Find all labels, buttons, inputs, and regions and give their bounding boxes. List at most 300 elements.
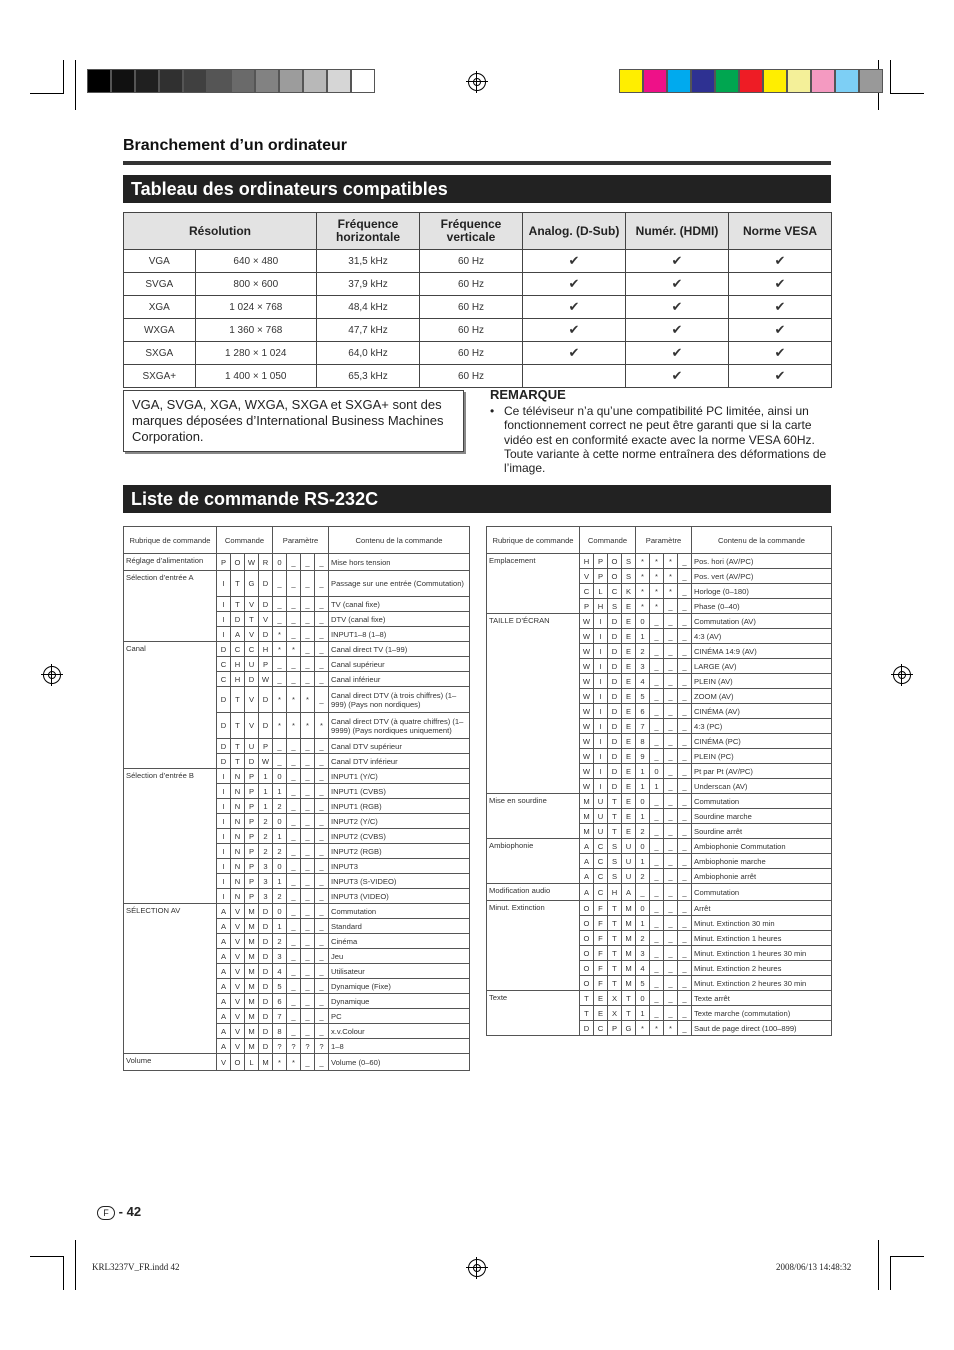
rs232-char: M [245, 934, 259, 949]
rs232-char: _ [678, 884, 692, 901]
rs232-char: _ [301, 949, 315, 964]
compat-cell-vesa: ✔ [729, 319, 832, 342]
rs232-char: H [259, 642, 273, 657]
rs232-char: _ [315, 571, 329, 597]
rs232-char: W [580, 644, 594, 659]
rs232-char: _ [273, 571, 287, 597]
rs232-char: _ [301, 919, 315, 934]
rs232-char: N [231, 844, 245, 859]
rs232-char: * [650, 554, 664, 569]
crop-mark [75, 1240, 76, 1290]
rs232-char: 1 [259, 799, 273, 814]
color-swatch [159, 69, 183, 93]
rs232-group-label: TAILLE D’ÉCRAN [487, 614, 580, 794]
rs232-char: N [231, 874, 245, 889]
rs232-char: T [245, 612, 259, 627]
rs232-char: W [580, 674, 594, 689]
rs232-char: T [231, 739, 245, 754]
compat-header: Résolution [124, 213, 317, 250]
crop-mark [878, 1240, 879, 1290]
rs232-char: _ [287, 904, 301, 919]
rs232-char: A [622, 884, 636, 901]
rs232-char: V [245, 597, 259, 612]
rs232-char: 1 [636, 1006, 650, 1021]
language-badge: F [97, 1206, 115, 1220]
footer-file: KRL3237V_FR.indd 42 [92, 1262, 180, 1272]
rs232-char: E [622, 659, 636, 674]
rs232-description: INPUT2 (Y/C) [329, 814, 470, 829]
rs232-char: H [231, 672, 245, 687]
rs232-char: D [245, 754, 259, 769]
rs232-char: * [273, 642, 287, 657]
rs232-description: Horloge (0–180) [692, 584, 832, 599]
rs232-char: X [608, 1006, 622, 1021]
rs232-char: M [622, 901, 636, 916]
rs232-char: _ [315, 889, 329, 904]
rs232-char: T [608, 931, 622, 946]
rs232-row [487, 884, 832, 901]
rs232-description: 4:3 (AV) [692, 629, 832, 644]
rs232-char: I [594, 749, 608, 764]
rs232-char: _ [315, 859, 329, 874]
rs232-char: _ [636, 884, 650, 901]
rs232-char: E [622, 809, 636, 824]
rs232-char: _ [678, 569, 692, 584]
compat-row [124, 319, 832, 342]
rs232-char: G [245, 571, 259, 597]
rs232-char: _ [315, 874, 329, 889]
compat-header: Fréquence verticale [420, 213, 523, 250]
rs232-char: _ [664, 854, 678, 869]
rs232-char: 1 [273, 829, 287, 844]
rs232-char: _ [678, 614, 692, 629]
rs232-char: I [594, 719, 608, 734]
rs232-char: 1 [259, 784, 273, 799]
rs232-char: _ [315, 844, 329, 859]
rs232-char: P [245, 889, 259, 904]
rs232-char: C [594, 1021, 608, 1036]
rs232-description: LARGE (AV) [692, 659, 832, 674]
rs232-char: M [259, 1054, 273, 1071]
rs232-description: Canal supérieur [329, 657, 470, 672]
rs232-char: 4 [273, 964, 287, 979]
rs232-char: _ [678, 554, 692, 569]
rs232-char: _ [287, 934, 301, 949]
rs232-description: Mise hors tension [329, 554, 470, 571]
rs232-char: M [245, 904, 259, 919]
rs232-char: 2 [273, 889, 287, 904]
rs232-char: D [259, 1039, 273, 1054]
rs232-char: D [217, 739, 231, 754]
rs232-row [124, 554, 470, 571]
rs232-char: 0 [636, 839, 650, 854]
rs232-char: N [231, 859, 245, 874]
compat-cell-res: 1 024 × 768 [195, 296, 316, 319]
rs232-char: M [622, 916, 636, 931]
rs232-char: _ [315, 754, 329, 769]
color-swatch [327, 69, 351, 93]
rs232-row [487, 554, 832, 569]
rs232-char: E [622, 764, 636, 779]
rs232-row [487, 794, 832, 809]
rs232-description: Sourdine marche [692, 809, 832, 824]
rs232-char: E [622, 824, 636, 839]
rs232-char: D [608, 614, 622, 629]
rs232-char: A [217, 1039, 231, 1054]
rs232-char: * [636, 554, 650, 569]
rs232-char: W [259, 754, 273, 769]
rs232-char: _ [301, 1024, 315, 1039]
rs232-header-row [124, 527, 470, 554]
rs232-char: _ [650, 901, 664, 916]
rs232-char: D [259, 597, 273, 612]
rs232-char: C [594, 854, 608, 869]
rs232-char: _ [678, 734, 692, 749]
rs232-char: O [580, 901, 594, 916]
rs232-char: _ [315, 627, 329, 642]
rs232-char: N [231, 829, 245, 844]
rs232-char: I [594, 704, 608, 719]
rs232-group-label: Sélection d’entrée B [124, 769, 217, 904]
rs232-char: T [231, 597, 245, 612]
rs232-char: 5 [273, 979, 287, 994]
rs232-char: F [594, 961, 608, 976]
rs232-char: _ [664, 674, 678, 689]
rs232-char: * [650, 584, 664, 599]
rs232-char: I [217, 829, 231, 844]
trademark-note: VGA, SVGA, XGA, WXGA, SXGA et SXGA+ sont des marques déposées d’International Business Machines Corporation. [123, 390, 464, 452]
rs232-char: O [580, 961, 594, 976]
compat-cell-vesa: ✔ [729, 296, 832, 319]
rs232-description: Underscan (AV) [692, 779, 832, 794]
rs232-char: A [217, 1009, 231, 1024]
rs232-char: _ [650, 704, 664, 719]
rs232-table-right [486, 526, 832, 1036]
rs232-char: _ [287, 949, 301, 964]
rs232-char: M [622, 946, 636, 961]
rs232-char: I [217, 799, 231, 814]
page-number [97, 1204, 141, 1220]
rs232-header: Paramètre [636, 527, 692, 554]
rs232-char: _ [650, 884, 664, 901]
color-swatch [643, 69, 667, 93]
rs232-char: _ [315, 934, 329, 949]
rs232-description: 1–8 [329, 1039, 470, 1054]
rs232-char: M [245, 994, 259, 1009]
crop-mark [30, 93, 64, 94]
rs232-char: O [580, 976, 594, 991]
rs232-char: E [622, 794, 636, 809]
rs232-char: D [608, 704, 622, 719]
rs232-char: W [259, 672, 273, 687]
rs232-description: Sourdine arrêt [692, 824, 832, 839]
rs232-char: * [273, 627, 287, 642]
rs232-description: INPUT1 (RGB) [329, 799, 470, 814]
compat-cell-v: 60 Hz [420, 342, 523, 365]
rs232-char: T [608, 976, 622, 991]
rs232-char: D [259, 627, 273, 642]
rs232-char: W [580, 779, 594, 794]
rs232-description: INPUT3 (S-VIDEO) [329, 874, 470, 889]
crop-mark [30, 1256, 64, 1257]
rs232-char: _ [650, 644, 664, 659]
rs232-header: Commande [217, 527, 273, 554]
rs232-char: * [664, 569, 678, 584]
rs232-char: _ [315, 1024, 329, 1039]
compat-table [123, 212, 832, 388]
rs232-char: _ [664, 839, 678, 854]
rs232-char: I [217, 769, 231, 784]
rs232-char: _ [287, 889, 301, 904]
rs232-char: P [245, 769, 259, 784]
rs232-char: _ [315, 554, 329, 571]
rs232-description: Ambiophonie Commutation [692, 839, 832, 854]
rs232-char: _ [301, 859, 315, 874]
rs232-char: L [594, 584, 608, 599]
rs232-char: S [608, 854, 622, 869]
rs232-char: _ [287, 657, 301, 672]
rs232-char: 0 [273, 554, 287, 571]
rs232-char: _ [315, 904, 329, 919]
color-swatch [351, 69, 375, 93]
rs232-char: 3 [259, 889, 273, 904]
rs232-char: _ [650, 689, 664, 704]
rs232-char: * [273, 713, 287, 739]
rs232-char: _ [664, 764, 678, 779]
rs232-char: A [217, 949, 231, 964]
rs232-char: U [594, 794, 608, 809]
crop-mark [890, 93, 924, 94]
rs232-char: _ [315, 657, 329, 672]
rs232-char: 6 [636, 704, 650, 719]
rs232-header: Contenu de la commande [329, 527, 470, 554]
rs232-description: Pos. hori (AV/PC) [692, 554, 832, 569]
rs232-char: F [594, 901, 608, 916]
rs232-char: _ [664, 991, 678, 1006]
rs232-char: I [594, 659, 608, 674]
rs232-char: _ [287, 814, 301, 829]
crop-mark [75, 60, 76, 110]
rs232-char: I [594, 689, 608, 704]
compat-banner: Tableau des ordinateurs compatibles [123, 175, 831, 203]
rs232-char: H [594, 599, 608, 614]
rs232-char: D [259, 964, 273, 979]
crop-mark [63, 60, 64, 94]
rs232-header: Paramètre [273, 527, 329, 554]
rs232-char: W [580, 689, 594, 704]
rs232-char: N [231, 889, 245, 904]
rs232-char: E [594, 991, 608, 1006]
rs232-description: PLEIN (AV) [692, 674, 832, 689]
rs232-char: _ [664, 614, 678, 629]
crop-mark [890, 1256, 924, 1257]
rs232-description: Pt par Pt (AV/PC) [692, 764, 832, 779]
rs232-char: O [580, 946, 594, 961]
rs232-char: * [273, 687, 287, 713]
rs232-description: Commutation [692, 794, 832, 809]
rs232-group-label: Mise en sourdine [487, 794, 580, 839]
rs232-char: _ [301, 597, 315, 612]
compat-header-row [124, 213, 832, 250]
rs232-description: Commutation [692, 884, 832, 901]
rs232-char: H [608, 884, 622, 901]
rs232-char: _ [678, 991, 692, 1006]
rs232-char: 0 [273, 814, 287, 829]
rs232-char: D [217, 713, 231, 739]
color-swatch [619, 69, 643, 93]
rs232-char: _ [650, 794, 664, 809]
rs232-char: O [580, 916, 594, 931]
compat-row [124, 250, 832, 273]
rs232-description: TV (canal fixe) [329, 597, 470, 612]
rs232-char: U [594, 824, 608, 839]
rs232-char: X [608, 991, 622, 1006]
rs232-char: F [594, 916, 608, 931]
color-swatch [787, 69, 811, 93]
rs232-char: G [622, 1021, 636, 1036]
rs232-char: _ [650, 824, 664, 839]
rs232-char: 6 [273, 994, 287, 1009]
rs232-char: _ [315, 612, 329, 627]
rs232-table-left [123, 526, 470, 1071]
footer-date: 2008/06/13 14:48:32 [776, 1262, 852, 1272]
rs232-description: Texte marche (commutation) [692, 1006, 832, 1021]
rs232-char: 2 [259, 829, 273, 844]
rs232-char: C [594, 839, 608, 854]
rs232-char: _ [315, 1009, 329, 1024]
rs232-char: T [231, 713, 245, 739]
rs232-char: S [622, 554, 636, 569]
rs232-char: V [245, 687, 259, 713]
rs232-row [487, 614, 832, 629]
rs232-row [124, 769, 470, 784]
rs232-char: C [594, 884, 608, 901]
rs232-char: V [231, 934, 245, 949]
rs232-char: 2 [259, 844, 273, 859]
rs232-description: Canal inférieur [329, 672, 470, 687]
rs232-char: _ [650, 614, 664, 629]
rs232-char: _ [678, 659, 692, 674]
rs232-description: 4:3 (PC) [692, 719, 832, 734]
rs232-char: M [580, 824, 594, 839]
rs232-char: I [594, 629, 608, 644]
rs232-char: 5 [636, 976, 650, 991]
rs232-char: 7 [273, 1009, 287, 1024]
rs232-description: Minut. Extinction 2 heures [692, 961, 832, 976]
rs232-char: _ [664, 779, 678, 794]
rs232-char: 1 [636, 629, 650, 644]
rs232-char: P [245, 874, 259, 889]
color-swatch [859, 69, 883, 93]
rs232-char: * [287, 687, 301, 713]
rs232-char: F [594, 931, 608, 946]
rs232-char: A [217, 1024, 231, 1039]
compat-cell-h: 47,7 kHz [317, 319, 420, 342]
compat-cell-d: ✔ [626, 365, 729, 388]
rs232-char: C [580, 584, 594, 599]
rs232-char: I [217, 889, 231, 904]
rs232-row [487, 991, 832, 1006]
compat-cell-d: ✔ [626, 319, 729, 342]
compat-row [124, 342, 832, 365]
rs232-char: _ [664, 644, 678, 659]
rs232-char: T [608, 794, 622, 809]
rs232-char: 1 [636, 809, 650, 824]
rs232-char: _ [678, 674, 692, 689]
rs232-row [487, 901, 832, 916]
rs232-char: 2 [273, 844, 287, 859]
rs232-char: _ [301, 612, 315, 627]
rs232-char: V [231, 904, 245, 919]
rs232-char: P [245, 859, 259, 874]
registration-mark-icon [43, 666, 61, 684]
rs232-description: Volume (0–60) [329, 1054, 470, 1071]
rs232-char: _ [664, 931, 678, 946]
rs232-char: U [622, 839, 636, 854]
rs232-char: _ [315, 642, 329, 657]
compat-cell-d: ✔ [626, 296, 729, 319]
rs232-row [487, 839, 832, 854]
rs232-char: _ [650, 946, 664, 961]
rs232-char: E [622, 614, 636, 629]
rs232-description: Canal direct TV (1–99) [329, 642, 470, 657]
rs232-char: _ [301, 994, 315, 1009]
rs232-char: P [259, 739, 273, 754]
rs232-char: L [245, 1054, 259, 1071]
rs232-char: _ [315, 687, 329, 713]
rs232-char: _ [315, 964, 329, 979]
rs232-char: E [622, 674, 636, 689]
rs232-char: T [580, 991, 594, 1006]
rs232-char: _ [273, 672, 287, 687]
rs232-char: * [301, 687, 315, 713]
rs232-char: _ [664, 794, 678, 809]
rs232-char: 3 [259, 874, 273, 889]
rs232-char: _ [650, 869, 664, 884]
rs232-char: _ [678, 854, 692, 869]
rs232-char: M [245, 979, 259, 994]
remarque-title: REMARQUE [490, 387, 566, 402]
rs232-char: 7 [636, 719, 650, 734]
rs232-description: INPUT2 (RGB) [329, 844, 470, 859]
rs232-char: T [622, 991, 636, 1006]
rs232-char: _ [664, 869, 678, 884]
rs232-char: N [231, 769, 245, 784]
rs232-char: _ [301, 1054, 315, 1071]
rs232-header-row [487, 527, 832, 554]
registration-mark-icon [468, 73, 486, 91]
rs232-char: _ [678, 869, 692, 884]
compat-cell-v: 60 Hz [420, 319, 523, 342]
rs232-char: * [287, 1054, 301, 1071]
rs232-char: _ [664, 659, 678, 674]
rs232-char: 2 [273, 799, 287, 814]
compat-cell-v: 60 Hz [420, 365, 523, 388]
rs232-char: P [217, 554, 231, 571]
rs232-char: _ [664, 961, 678, 976]
compat-cell-name: WXGA [124, 319, 196, 342]
rs232-char: E [622, 779, 636, 794]
rs232-description: PC [329, 1009, 470, 1024]
rs232-char: C [217, 672, 231, 687]
rs232-description: PLEIN (PC) [692, 749, 832, 764]
rs232-char: D [608, 659, 622, 674]
rs232-char: I [594, 779, 608, 794]
rs232-char: _ [287, 554, 301, 571]
rs232-char: S [608, 599, 622, 614]
rs232-char: * [287, 642, 301, 657]
rs232-char: _ [315, 814, 329, 829]
